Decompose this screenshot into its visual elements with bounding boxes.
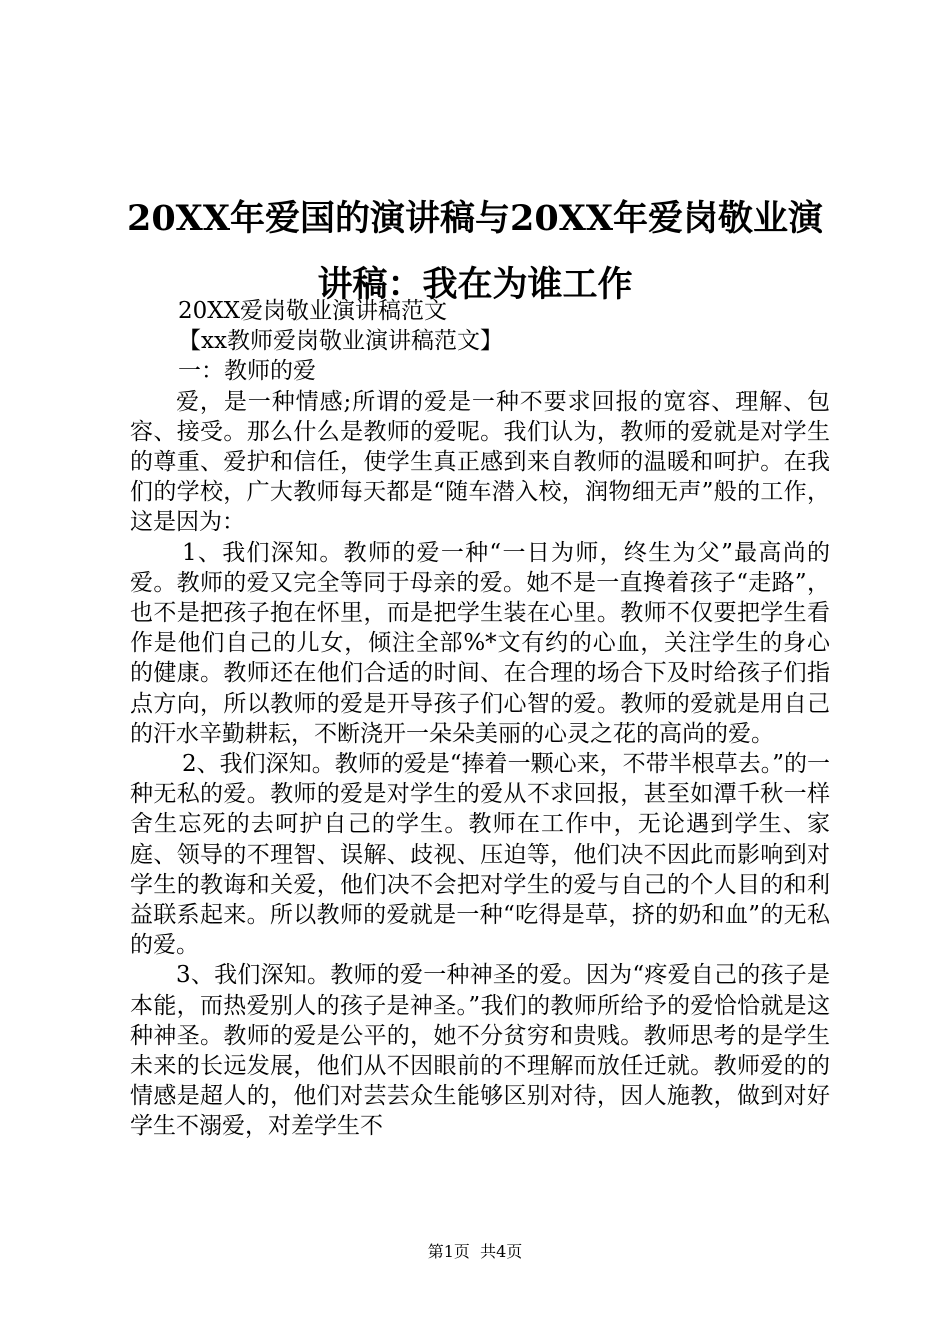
page-number: 第1页 — [427, 1242, 470, 1261]
page-footer — [0, 1242, 950, 1262]
paragraph-point-3: 3、我们深知。教师的爱一种神圣的爱。因为“疼爱自己的孩子是本能，而热爱别人的孩子是神圣。”我们的教师所给予的爱恰恰就是这种神圣。教师的爱是公平的，她不分贫穷和贵贱。教师思考的是学生未来的长远发展，他们从不因眼前的不理解而放任迁就。教师爱的的情感是超人的，他们对芸芸众生能够区别对待，因人施教，做到对好学生不溺爱，对差学生不 — [130, 962, 830, 1140]
paragraph-point-1: 1、我们深知。教师的爱一种“一日为师，终生为父”最高尚的爱。教师的爱又完全等同于母亲的爱。她不是一直搀着孩子“走路”，也不是把孩子抱在怀里，而是把学生装在心里。教师不仅要把学生看作是他们自己的儿女，倾注全部%*文有约的心血，关注学生的身心的健康。教师还在他们合适的时间、在合理的场合下及时给孩子们指点方向，所以教师的爱是开导孩子们心智的爱。教师的爱就是用自己的汗水辛勤耕耘，不断浇开一朵朵美丽的心灵之花的高尚的爱。 — [130, 539, 830, 747]
document-body — [130, 296, 830, 1142]
document-title: 20XX年爱国的演讲稿与20XX年爱岗敬业演讲稿：我在为谁工作 — [126, 198, 824, 305]
paragraph-section-heading: 一：教师的爱 — [178, 358, 316, 385]
paragraph-intro: 爱，是一种情感;所谓的爱是一种不要求回报的宽容、理解、包容、接受。那么什么是教师的爱呢。我们认为，教师的爱就是对学生的尊重、爱护和信任，使学生真正感到来自教师的温暖和呵护。在我们的学校，广大教师每天都是“随车潜入校，润物细无声”般的工作，这是因为： — [130, 388, 830, 536]
paragraph-subtitle: 20XX爱岗敬业演讲稿范文 — [178, 298, 448, 324]
paragraph-bracket-heading: 【xx教师爱岗敬业演讲稿范文】 — [178, 328, 503, 355]
paragraph-point-2: 2、我们深知。教师的爱是“捧着一颗心来，不带半根草去。”的一种无私的爱。教师的爱是对学生的爱从不求回报，甚至如潭千秋一样舍生忘死的去呵护自己的学生。教师在工作中，无论遇到学生、家庭、领导的不理智、误解、歧视、压迫等，他们决不因此而影响到对学生的教诲和关爱，他们决不会把对学生的爱与自己的个人目的和利益联系起来。所以教师的爱就是一种“吃得是草，挤的奶和血”的无私的爱。 — [130, 751, 830, 959]
page-total: 共4页 — [480, 1242, 523, 1261]
